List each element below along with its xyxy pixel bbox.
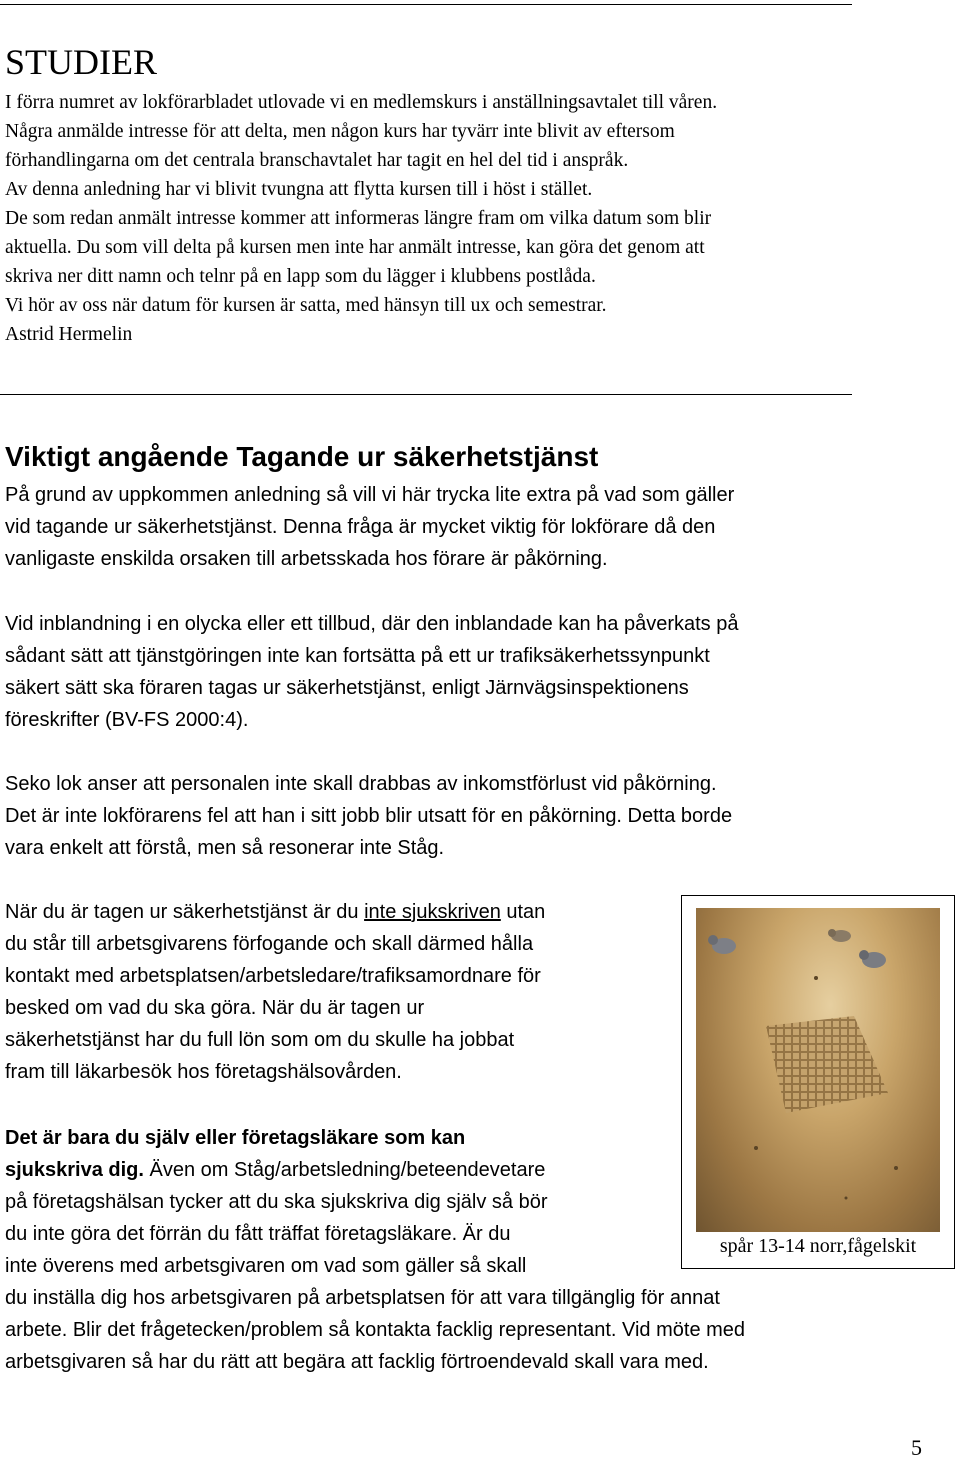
viktigt-paragraph-4 [5, 896, 675, 1088]
paragraph-line: På grund av uppkommen anledning så vill vi här trycka lite extra på vad som gäller [5, 484, 735, 506]
studier-line: Av denna anledning har vi blivit tvungna att flytta kursen till i höst i stället. [5, 179, 593, 200]
paragraph-line: du inte göra det förrän du fått träffat företagsläkare. Är du [5, 1223, 511, 1245]
paragraph-line: inte överens med arbetsgivaren om vad som gäller så skall [5, 1255, 527, 1277]
figure-caption: spår 13-14 norr,fågelskit [719, 1235, 917, 1257]
drain-grate [766, 1016, 888, 1113]
photo-illustration [696, 908, 940, 1232]
studier-line: förhandlingarna om det centrala branschavtalet har tagit en hel del tid i anspråk. [5, 150, 629, 171]
viktigt-paragraph-2 [5, 608, 955, 736]
photo-figure [681, 895, 955, 1269]
paragraph-line: vanligaste enskilda orsaken till arbetsskada hos förare är påkörning. [5, 548, 608, 570]
paragraph-line: säkert sätt ska föraren tagas ur säkerhetstjänst, enligt Järnvägsinspektionens [5, 677, 689, 699]
studier-line: De som redan anmält intresse kommer att informeras längre fram om vilka datum som blir [5, 208, 712, 229]
section-title-viktigt: Viktigt angående Tagande ur säkerhetstjänst [5, 441, 599, 472]
studier-line: aktuella. Du som vill delta på kursen men inte har anmält intresse, kan göra det genom att [5, 237, 705, 258]
bold-statement: Det är bara du själv eller företagsläkare som kan [5, 1127, 466, 1149]
paragraph-line: föreskrifter (BV-FS 2000:4). [5, 709, 249, 731]
paragraph-line: du står till arbetsgivarens förfogande och skall därmed hålla [5, 933, 534, 955]
page-number: 5 [911, 1435, 922, 1460]
section-title-studier: STUDIER [5, 42, 157, 82]
paragraph-line: vid tagande ur säkerhetstjänst. Denna fråga är mycket viktig för lokförare då den [5, 516, 716, 538]
studier-body [5, 88, 955, 349]
text-run: Även om Ståg/arbetsledning/beteendevetare [143, 1159, 546, 1181]
top-rule [0, 4, 852, 5]
paragraph-line: Seko lok anser att personalen inte skall drabbas av inkomstförlust vid påkörning. [5, 773, 717, 795]
pigeon-icon [708, 935, 736, 954]
viktigt-paragraph-1 [5, 479, 955, 575]
studier-line: skriva ner ditt namn och telnr på en lapp som du lägger i klubbens postlåda. [5, 266, 596, 287]
paragraph-line [5, 896, 675, 928]
paragraph-line: du inställa dig hos arbetsgivaren på arbetsplatsen för att vara tillgänglig för annat [5, 1287, 720, 1309]
section-divider [0, 394, 852, 395]
bold-statement: sjukskriva dig. [5, 1159, 144, 1181]
text-run: utan [500, 901, 546, 923]
paragraph-line: Det är inte lokförarens fel att han i sitt jobb blir utsatt för en påkörning. Detta borde [5, 805, 733, 827]
paragraph-line: säkerhetstjänst har du full lön som om du skulle ha jobbat [5, 1029, 515, 1051]
pigeon-icon [828, 929, 851, 942]
paragraph-line: fram till läkarbesök hos företagshälsovården. [5, 1061, 402, 1083]
text-run: När du är tagen ur säkerhetstjänst är du [5, 901, 365, 923]
studier-line: Några anmälde intresse för att delta, men någon kurs har tyvärr inte blivit av eftersom [5, 121, 675, 142]
paragraph-line: sådant sätt att tjänstgöringen inte kan fortsätta på ett ur trafiksäkerhetssynpunkt [5, 645, 710, 667]
paragraph-line: kontakt med arbetsplatsen/arbetsledare/trafiksamordnare för [5, 965, 541, 987]
paragraph-line: Vid inblandning i en olycka eller ett tillbud, där den inblandade kan ha påverkats på [5, 613, 739, 635]
studier-line: I förra numret av lokförarbladet utlovade vi en medlemskurs i anställningsavtalet till våren. [5, 92, 718, 113]
pigeon-icon [859, 950, 886, 968]
paragraph-line: på företagshälsan tycker att du ska sjukskriva dig själv så bör [5, 1191, 548, 1213]
viktigt-paragraph-3 [5, 768, 955, 864]
paragraph-line: arbetsgivaren så har du rätt att begära att facklig förtroendevald skall vara med. [5, 1351, 709, 1373]
track-photo [696, 908, 940, 1232]
studier-signature: Astrid Hermelin [5, 324, 133, 345]
emphasis-not-sick-listed: inte sjukskriven [364, 901, 501, 923]
paragraph-line: arbete. Blir det frågetecken/problem så kontakta facklig representant. Vid möte med [5, 1319, 746, 1341]
studier-line: Vi hör av oss när datum för kursen är satta, med hänsyn till ux och semestrar. [5, 295, 607, 316]
paragraph-line: besked om vad du ska göra. När du är tagen ur [5, 997, 425, 1019]
paragraph-line: vara enkelt att förstå, men så resonerar inte Ståg. [5, 837, 445, 859]
